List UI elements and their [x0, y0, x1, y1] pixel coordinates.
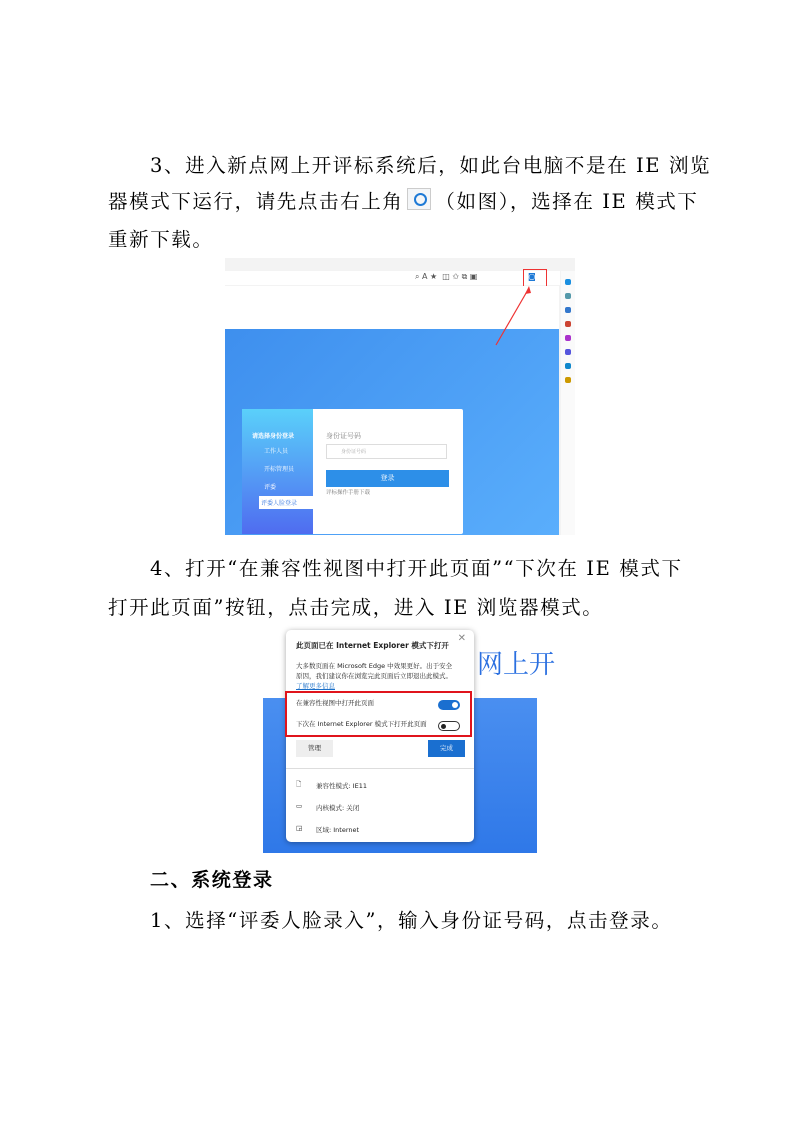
- manage-button[interactable]: 管理: [296, 740, 333, 757]
- paragraph-line: 打开此页面”按钮，点击完成，进入 IE 浏览器模式。: [108, 596, 604, 619]
- paragraph-line: 1、选择“评委人脸录入”，输入身份证号码，点击登录。: [150, 909, 673, 932]
- divider: [286, 768, 474, 769]
- desc: 原因，我们建议你在浏览完此页面后立即退出此模式。: [296, 672, 452, 680]
- text: 器模式下运行，请先点击右上角: [108, 190, 404, 213]
- login-card: [242, 409, 463, 534]
- paragraph-line: 重新下载。: [108, 228, 214, 251]
- toggle-label: 在兼容性视图中打开此页面: [296, 699, 374, 707]
- kernel-icon: ▭: [296, 802, 303, 810]
- id-input[interactable]: 身份证号码: [326, 444, 447, 459]
- role-title: 请选择身份登录: [252, 433, 295, 440]
- role-panel: [242, 409, 313, 534]
- role-item-selected[interactable]: 评委人脸登录: [259, 496, 318, 509]
- login-button[interactable]: 登录: [326, 470, 449, 487]
- role-item[interactable]: 评委: [264, 484, 277, 491]
- zone-icon: ◲: [296, 824, 303, 832]
- paragraph-line: 4、打开“在兼容性视图中打开此页面”“下次在 IE 模式下: [150, 557, 683, 580]
- learn-more-link[interactable]: 了解更多信息: [296, 682, 335, 690]
- kernel-mode: 内核模式: 关闭: [316, 804, 360, 812]
- ie-mode-icon: ◙: [528, 272, 536, 281]
- toolbar-icons: ⌕ A ★ ◫ ✩ ⧉ ▣: [415, 272, 478, 281]
- id-label: 身份证号码: [326, 432, 361, 440]
- screenshot-edge-login: [225, 258, 575, 535]
- zone: 区域: Internet: [316, 826, 360, 834]
- done-button[interactable]: 完成: [428, 740, 465, 757]
- edge-sidebar: [561, 271, 575, 535]
- compat-view-toggle[interactable]: [438, 700, 460, 710]
- manual-link[interactable]: 评标操作手册下载: [326, 490, 371, 496]
- paragraph-line: [108, 186, 699, 214]
- popup-title: 此页面已在 Internet Explorer 模式下打开: [296, 641, 449, 650]
- section-heading: 二、系统登录: [150, 869, 274, 891]
- background-text: 网上开: [477, 650, 556, 680]
- close-icon[interactable]: ✕: [457, 633, 466, 644]
- text: （如图），选择在 IE 模式下: [435, 190, 699, 213]
- toggle-label: 下次在 Internet Explorer 模式下打开此页面: [296, 720, 427, 728]
- screenshot-ie-mode-popup: [263, 628, 556, 853]
- role-item[interactable]: 工作人员: [264, 448, 289, 455]
- document-icon: 🗋: [296, 780, 302, 788]
- paragraph-line: 3、进入新点网上开评标系统后，如此台电脑不是在 IE 浏览: [150, 154, 712, 177]
- ie-next-time-toggle[interactable]: [438, 721, 460, 731]
- role-item[interactable]: 开标管理员: [264, 466, 295, 473]
- desc: 大多数页面在 Microsoft Edge 中效果更好。出于安全: [296, 662, 453, 670]
- ie-mode-icon: [407, 188, 431, 210]
- ie-mode-popup: [286, 630, 474, 842]
- compat-mode: 兼容性模式: IE11: [316, 782, 368, 790]
